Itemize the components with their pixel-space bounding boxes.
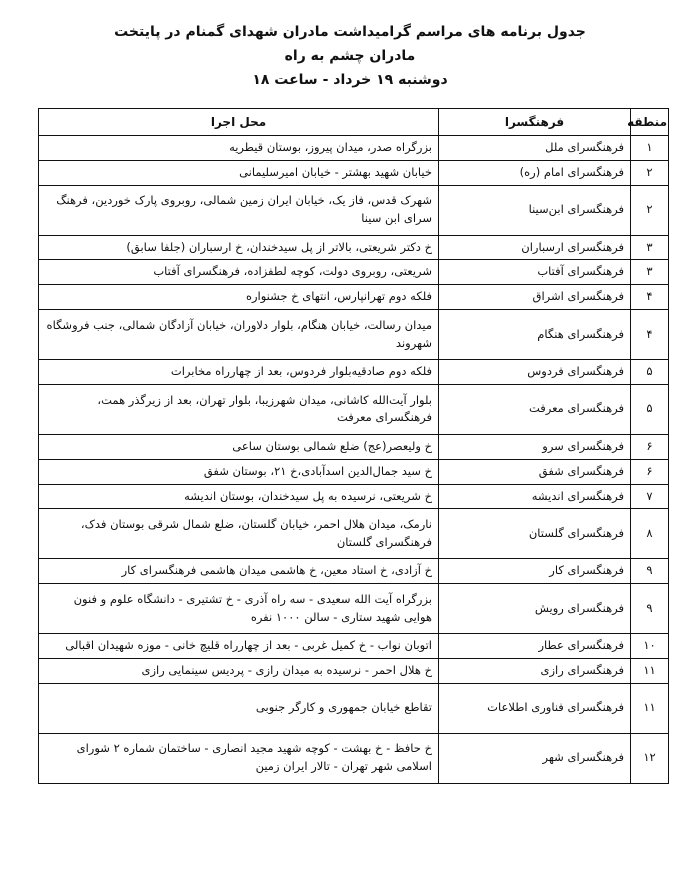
zone-cell: ۳ <box>631 235 669 260</box>
location-cell: خ شریعتی، نرسیده به پل سیدخندان، بوستان اندیشه <box>39 484 439 509</box>
zone-cell: ۱۱ <box>631 658 669 683</box>
table-row <box>39 434 669 459</box>
document-subtitle: مادران چشم به راه <box>284 48 416 64</box>
zone-cell: ۱۱ <box>631 683 669 733</box>
table-row <box>39 160 669 185</box>
table-row <box>39 360 669 385</box>
center-name-cell: فرهنگسرای رویش <box>439 584 631 634</box>
zone-cell: ۶ <box>631 459 669 484</box>
center-name-cell: فرهنگسرای اشراق <box>439 285 631 310</box>
center-name-cell: فرهنگسرای امام (ره) <box>439 160 631 185</box>
table-row <box>39 235 669 260</box>
table-header-row <box>39 109 669 136</box>
center-name-cell: فرهنگسرای شهر <box>439 733 631 783</box>
center-name-cell: فرهنگسرای کار <box>439 559 631 584</box>
table-row <box>39 136 669 161</box>
table-row <box>39 260 669 285</box>
table-row <box>39 509 669 559</box>
location-cell: خ دکتر شریعتی، بالاتر از پل سیدخندان، خ ارسباران (جلفا سابق) <box>39 235 439 260</box>
zone-cell: ۱۰ <box>631 634 669 659</box>
center-name-cell: فرهنگسرای آفتاب <box>439 260 631 285</box>
table-row <box>39 658 669 683</box>
table-row <box>39 185 669 235</box>
location-cell: اتوبان نواب - خ کمیل غربی - بعد از چهارراه قلیچ خانی - موزه شهیدان اقبالی <box>39 634 439 659</box>
zone-cell: ۳ <box>631 260 669 285</box>
location-cell: بزرگراه صدر، میدان پیروز، بوستان قیطریه <box>39 136 439 161</box>
center-name-cell: فرهنگسرای فردوس <box>439 360 631 385</box>
column-header-center: فرهنگسرا <box>439 109 631 136</box>
location-cell: خ حافظ - خ بهشت - کوچه شهید مجید انصاری - ساختمان شماره ۲ شورای اسلامی شهر تهران - تالار ایران زمین <box>39 733 439 783</box>
center-name-cell: فرهنگسرای شفق <box>439 459 631 484</box>
zone-cell: ۵ <box>631 360 669 385</box>
column-header-zone: منطقه <box>631 109 669 136</box>
location-cell: خ ولیعصر(عج) ضلع شمالی بوستان ساعی <box>39 434 439 459</box>
location-cell: فلکه دوم تهرانپارس، انتهای خ جشنواره <box>39 285 439 310</box>
schedule-table <box>38 108 669 784</box>
document-title: جدول برنامه های مراسم گرامیداشت مادران شهدای گمنام در پایتخت <box>114 24 586 40</box>
location-cell: بلوار آیت‌الله کاشانی، میدان شهرزیبا، بلوار تهران، بعد از زیرگذر همت، فرهنگسرای معرفت <box>39 384 439 434</box>
zone-cell: ۴ <box>631 310 669 360</box>
location-cell: تقاطع خیابان جمهوری و کارگر جنوبی <box>39 683 439 733</box>
location-cell: بزرگراه آیت الله سعیدی - سه راه آذری - خ تشتیری - دانشگاه علوم و فنون هوایی شهید ستاری - سالن ۱۰۰۰ نفره <box>39 584 439 634</box>
table-row <box>39 559 669 584</box>
center-name-cell: فرهنگسرای عطار <box>439 634 631 659</box>
zone-cell: ۲ <box>631 185 669 235</box>
center-name-cell: فرهنگسرای هنگام <box>439 310 631 360</box>
table-row <box>39 285 669 310</box>
table-row <box>39 683 669 733</box>
center-name-cell: فرهنگسرای رازی <box>439 658 631 683</box>
location-cell: شهرک قدس، فاز یک، خیابان ایران زمین شمالی، روبروی پارک خوردین، فرهنگ سرای ابن سینا <box>39 185 439 235</box>
document-header <box>0 0 700 92</box>
center-name-cell: فرهنگسرای فناوری اطلاعات <box>439 683 631 733</box>
zone-cell: ۹ <box>631 559 669 584</box>
zone-cell: ۱ <box>631 136 669 161</box>
center-name-cell: فرهنگسرای ارسباران <box>439 235 631 260</box>
zone-cell: ۷ <box>631 484 669 509</box>
location-cell: میدان رسالت، خیابان هنگام، بلوار دلاوران، خیابان آزادگان شمالی، جنب فروشگاه شهروند <box>39 310 439 360</box>
zone-cell: ۴ <box>631 285 669 310</box>
schedule-table-container <box>38 108 668 784</box>
location-cell: خ آزادی، خ استاد معین، خ هاشمی میدان هاشمی فرهنگسرای کار <box>39 559 439 584</box>
location-cell: فلکه دوم صادقیه‌بلوار فردوس، بعد از چهارراه مخابرات <box>39 360 439 385</box>
zone-cell: ۵ <box>631 384 669 434</box>
zone-cell: ۱۲ <box>631 733 669 783</box>
zone-cell: ۶ <box>631 434 669 459</box>
location-cell: شریعتی، روبروی دولت، کوچه لطفزاده، فرهنگسرای آفتاب <box>39 260 439 285</box>
column-header-location: محل اجرا <box>39 109 439 136</box>
table-row <box>39 634 669 659</box>
center-name-cell: فرهنگسرای گلستان <box>439 509 631 559</box>
center-name-cell: فرهنگسرای ملل <box>439 136 631 161</box>
center-name-cell: فرهنگسرای معرفت <box>439 384 631 434</box>
zone-cell: ۲ <box>631 160 669 185</box>
center-name-cell: فرهنگسرای سرو <box>439 434 631 459</box>
table-body <box>39 136 669 784</box>
location-cell: خ هلال احمر - نرسیده به میدان رازی - پردیس سینمایی رازی <box>39 658 439 683</box>
center-name-cell: فرهنگسرای اندیشه <box>439 484 631 509</box>
table-row <box>39 459 669 484</box>
table-row <box>39 584 669 634</box>
zone-cell: ۸ <box>631 509 669 559</box>
table-row <box>39 733 669 783</box>
table-row <box>39 310 669 360</box>
table-row <box>39 384 669 434</box>
event-date-time: دوشنبه ۱۹ خرداد - ساعت ۱۸ <box>252 72 448 88</box>
location-cell: خ سید جمال‌الدین اسدآبادی،خ ۲۱، بوستان شفق <box>39 459 439 484</box>
location-cell: نارمک، میدان هلال احمر، خیابان گلستان، ضلع شمال شرقی بوستان فدک، فرهنگسرای گلستان <box>39 509 439 559</box>
center-name-cell: فرهنگسرای ابن‌سینا <box>439 185 631 235</box>
table-row <box>39 484 669 509</box>
location-cell: خیابان شهید بهشتر - خیابان امیرسلیمانی <box>39 160 439 185</box>
zone-cell: ۹ <box>631 584 669 634</box>
